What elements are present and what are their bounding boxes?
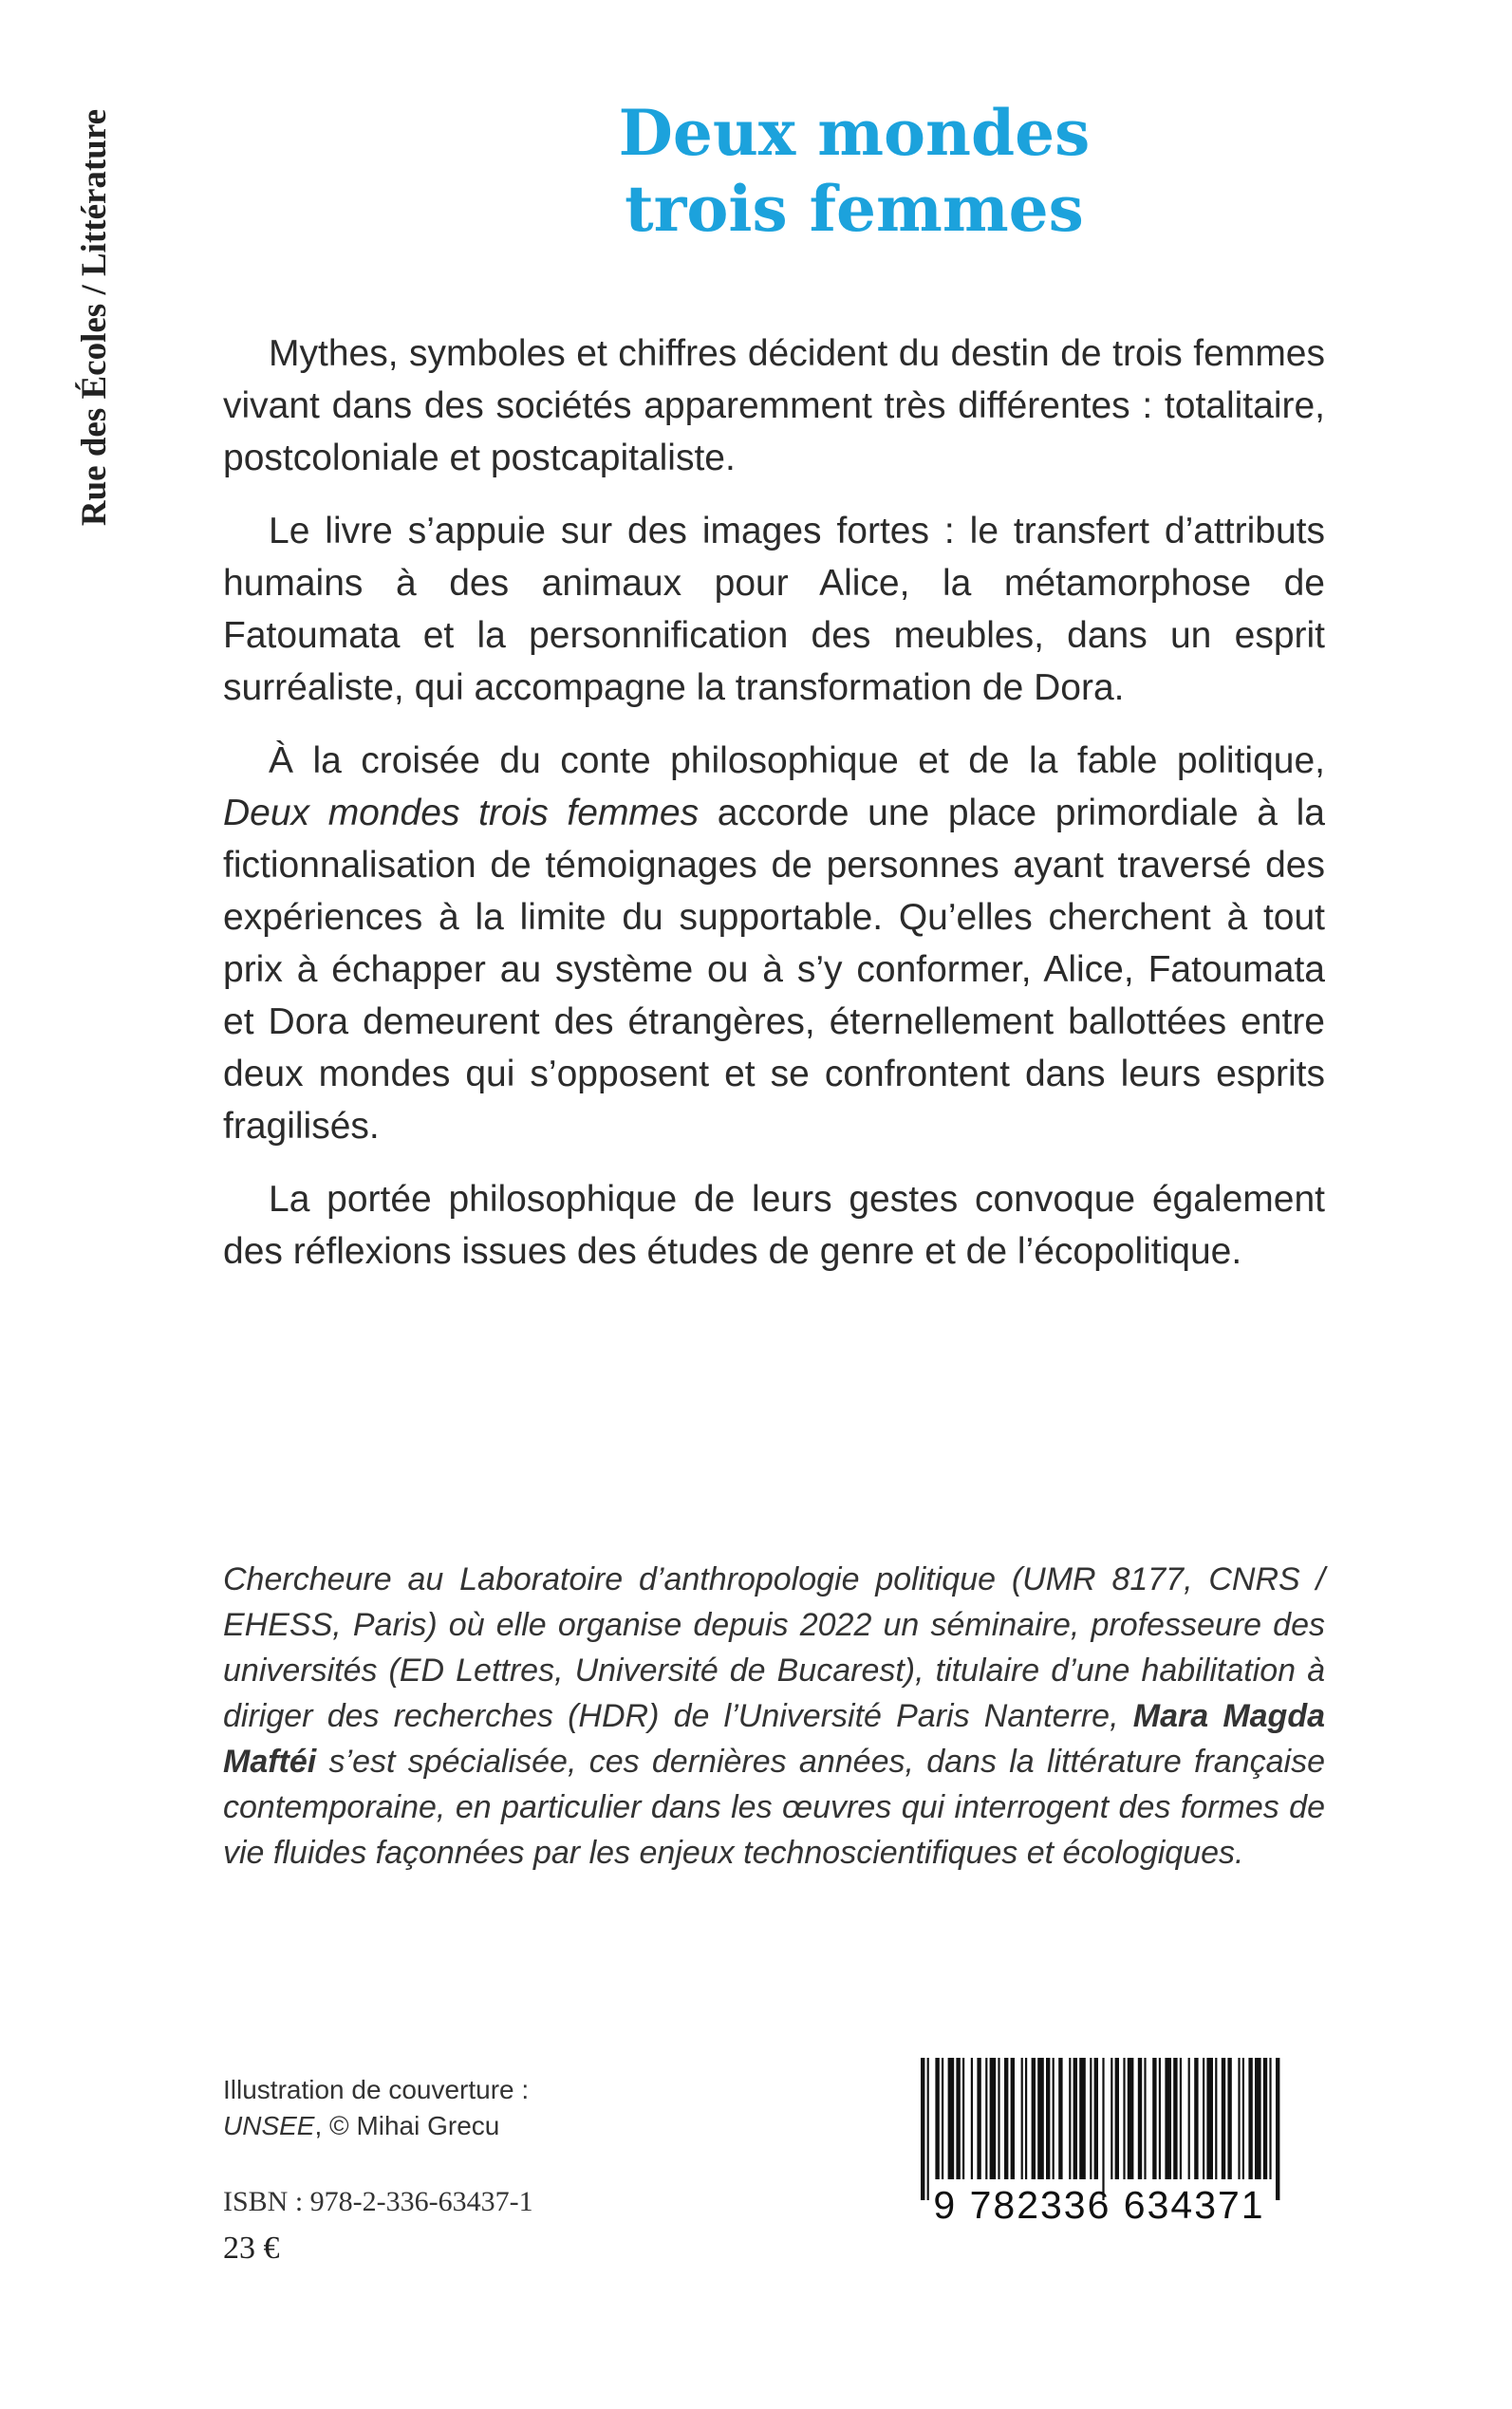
barcode-bar: [1128, 2058, 1134, 2179]
barcode-bar: [1159, 2058, 1161, 2179]
barcode-bar: [1021, 2058, 1023, 2179]
title-line-2: trois femmes: [625, 172, 1084, 246]
collection-name: Rue des Écoles / Littérature: [75, 109, 114, 527]
barcode-bar: [1255, 2058, 1261, 2179]
barcode-bar: [1188, 2058, 1190, 2179]
author-name: Mara Magda Maftéi: [223, 1698, 1326, 1780]
barcode-bar: [1165, 2058, 1171, 2179]
barcode-bar: [1011, 2058, 1015, 2179]
barcode-bar: [1227, 2058, 1231, 2179]
barcode-bar: [935, 2058, 939, 2179]
barcode-bar: [948, 2058, 955, 2179]
barcode-bar: [1173, 2058, 1177, 2179]
barcode-bar: [998, 2058, 999, 2179]
title-line-1: Deux mondes: [618, 96, 1091, 170]
barcode-bar: [1053, 2058, 1055, 2179]
barcode-bar: [1203, 2058, 1204, 2179]
barcode-bar: [1269, 2058, 1271, 2179]
blurb-paragraph-1: Mythes, symboles et chiffres décident du destin de trois femmes vivant dans des sociétés apparemment très différentes : totalitaire, postcoloniale et postcapitaliste.: [223, 333, 1325, 478]
blurb-p3-text-a: À la croisée du conte philosophique et de la fable politique,: [269, 740, 1325, 781]
barcode-bar: [1025, 2058, 1027, 2179]
book-title: [285, 95, 1424, 247]
barcode-bar: [1058, 2058, 1062, 2179]
barcode-bar: [1069, 2058, 1071, 2179]
barcode-bar: [1180, 2058, 1182, 2179]
barcode-bar: [1046, 2058, 1050, 2179]
barcode-bar: [971, 2058, 973, 2179]
barcode-bar: [1276, 2058, 1279, 2200]
barcode-bar: [1144, 2058, 1146, 2179]
isbn-number: ISBN : 978-2-336-63437-1: [223, 2186, 533, 2217]
barcode-bar: [1215, 2058, 1217, 2179]
credits-label: Illustration de couverture :: [223, 2075, 530, 2104]
barcode-bar: [1206, 2058, 1213, 2179]
back-cover-blurb: [223, 327, 1325, 1298]
barcode-bar: [1111, 2058, 1112, 2179]
blurb-paragraph-3: [223, 735, 1325, 1152]
barcode-bar: [1032, 2058, 1036, 2179]
barcode-bar: [1123, 2058, 1125, 2179]
barcode-bar: [1248, 2058, 1252, 2179]
barcode-bar: [942, 2058, 943, 2179]
bio-text-a: Chercheure au Laboratoire d’anthropologie politique (UMR 8177, CNRS / EHESS, Paris) où elle organise depuis 2022 un séminaire, professeure des universités (ED Lettres, Université de Bucarest), titulaire d’une habilitation à diriger des recherches (HDR) de l’Université Paris Nanterre,: [223, 1561, 1325, 1734]
blurb-paragraph-4: La portée philosophique de leurs gestes convoque également des réflexions issues des études de genre et de l’écopolitique.: [223, 1179, 1325, 1272]
barcode-bar: [1152, 2058, 1156, 2179]
barcode-bar: [962, 2058, 964, 2179]
blurb-p3-text-b: accorde une place primordiale à la fictionnalisation de témoignages de personnes ayant traversé des expériences à la limite du supportable. Qu’elles cherchent à tout prix à échapper au système ou à s’y conformer, Alice, Fatoumata et Dora demeurent des étrangères, éternellement ballottées entre deux mondes qui s’opposent et se confrontent dans leurs esprits fragilisés.: [223, 793, 1325, 1147]
barcode-bar: [1102, 2058, 1104, 2200]
price-label: 23 €: [223, 2231, 280, 2266]
barcode-bar: [985, 2058, 987, 2179]
cover-credits: [223, 2072, 529, 2144]
barcode-bar: [1263, 2058, 1267, 2179]
barcode-bar: [927, 2058, 929, 2200]
barcode-bar: [977, 2058, 980, 2179]
barcode-bar: [1138, 2058, 1142, 2179]
barcode-bar: [1222, 2058, 1225, 2179]
barcode-bar: [1073, 2058, 1077, 2179]
barcode-bar: [1090, 2058, 1092, 2179]
barcode-bar: [1242, 2058, 1244, 2179]
spine-label: [66, 109, 123, 536]
artwork-title: UNSEE: [223, 2111, 315, 2140]
credits-artwork-line: [223, 2108, 529, 2144]
barcode-bar: [990, 2058, 997, 2179]
bio-text-b: s’est spécialisée, ces dernières années, dans la littérature française contemporaine, en particulier dans les œuvres qui interrogent des formes de vie fluides façonnées par les enjeux technoscientifiques et écologiques.: [223, 1744, 1325, 1871]
blurb-p3-book-title: Deux mondes trois femmes: [223, 793, 700, 833]
barcode-bar: [1037, 2058, 1044, 2179]
artwork-copyright: , © Mihai Grecu: [314, 2111, 500, 2140]
blurb-paragraph-2: Le livre s’appuie sur des images fortes : le transfert d’attributs humains à des animaux pour Alice, la métamorphose de Fatoumata et la personnification des meubles, dans un esprit surréaliste, qui accompagne la transformation de Dora.: [223, 511, 1325, 708]
barcode-bar: [1238, 2058, 1240, 2179]
barcode: [909, 2058, 1289, 2262]
barcode-bar: [1115, 2058, 1119, 2179]
barcode-bar: [1079, 2058, 1086, 2179]
author-bio: [223, 1557, 1325, 1876]
barcode-digits: 9 782336 634371: [933, 2183, 1265, 2227]
barcode-bar: [1004, 2058, 1008, 2179]
barcode-bar: [1094, 2058, 1098, 2179]
barcode-bar: [1194, 2058, 1198, 2179]
barcode-bar: [921, 2058, 924, 2200]
barcode-bar: [956, 2058, 960, 2179]
